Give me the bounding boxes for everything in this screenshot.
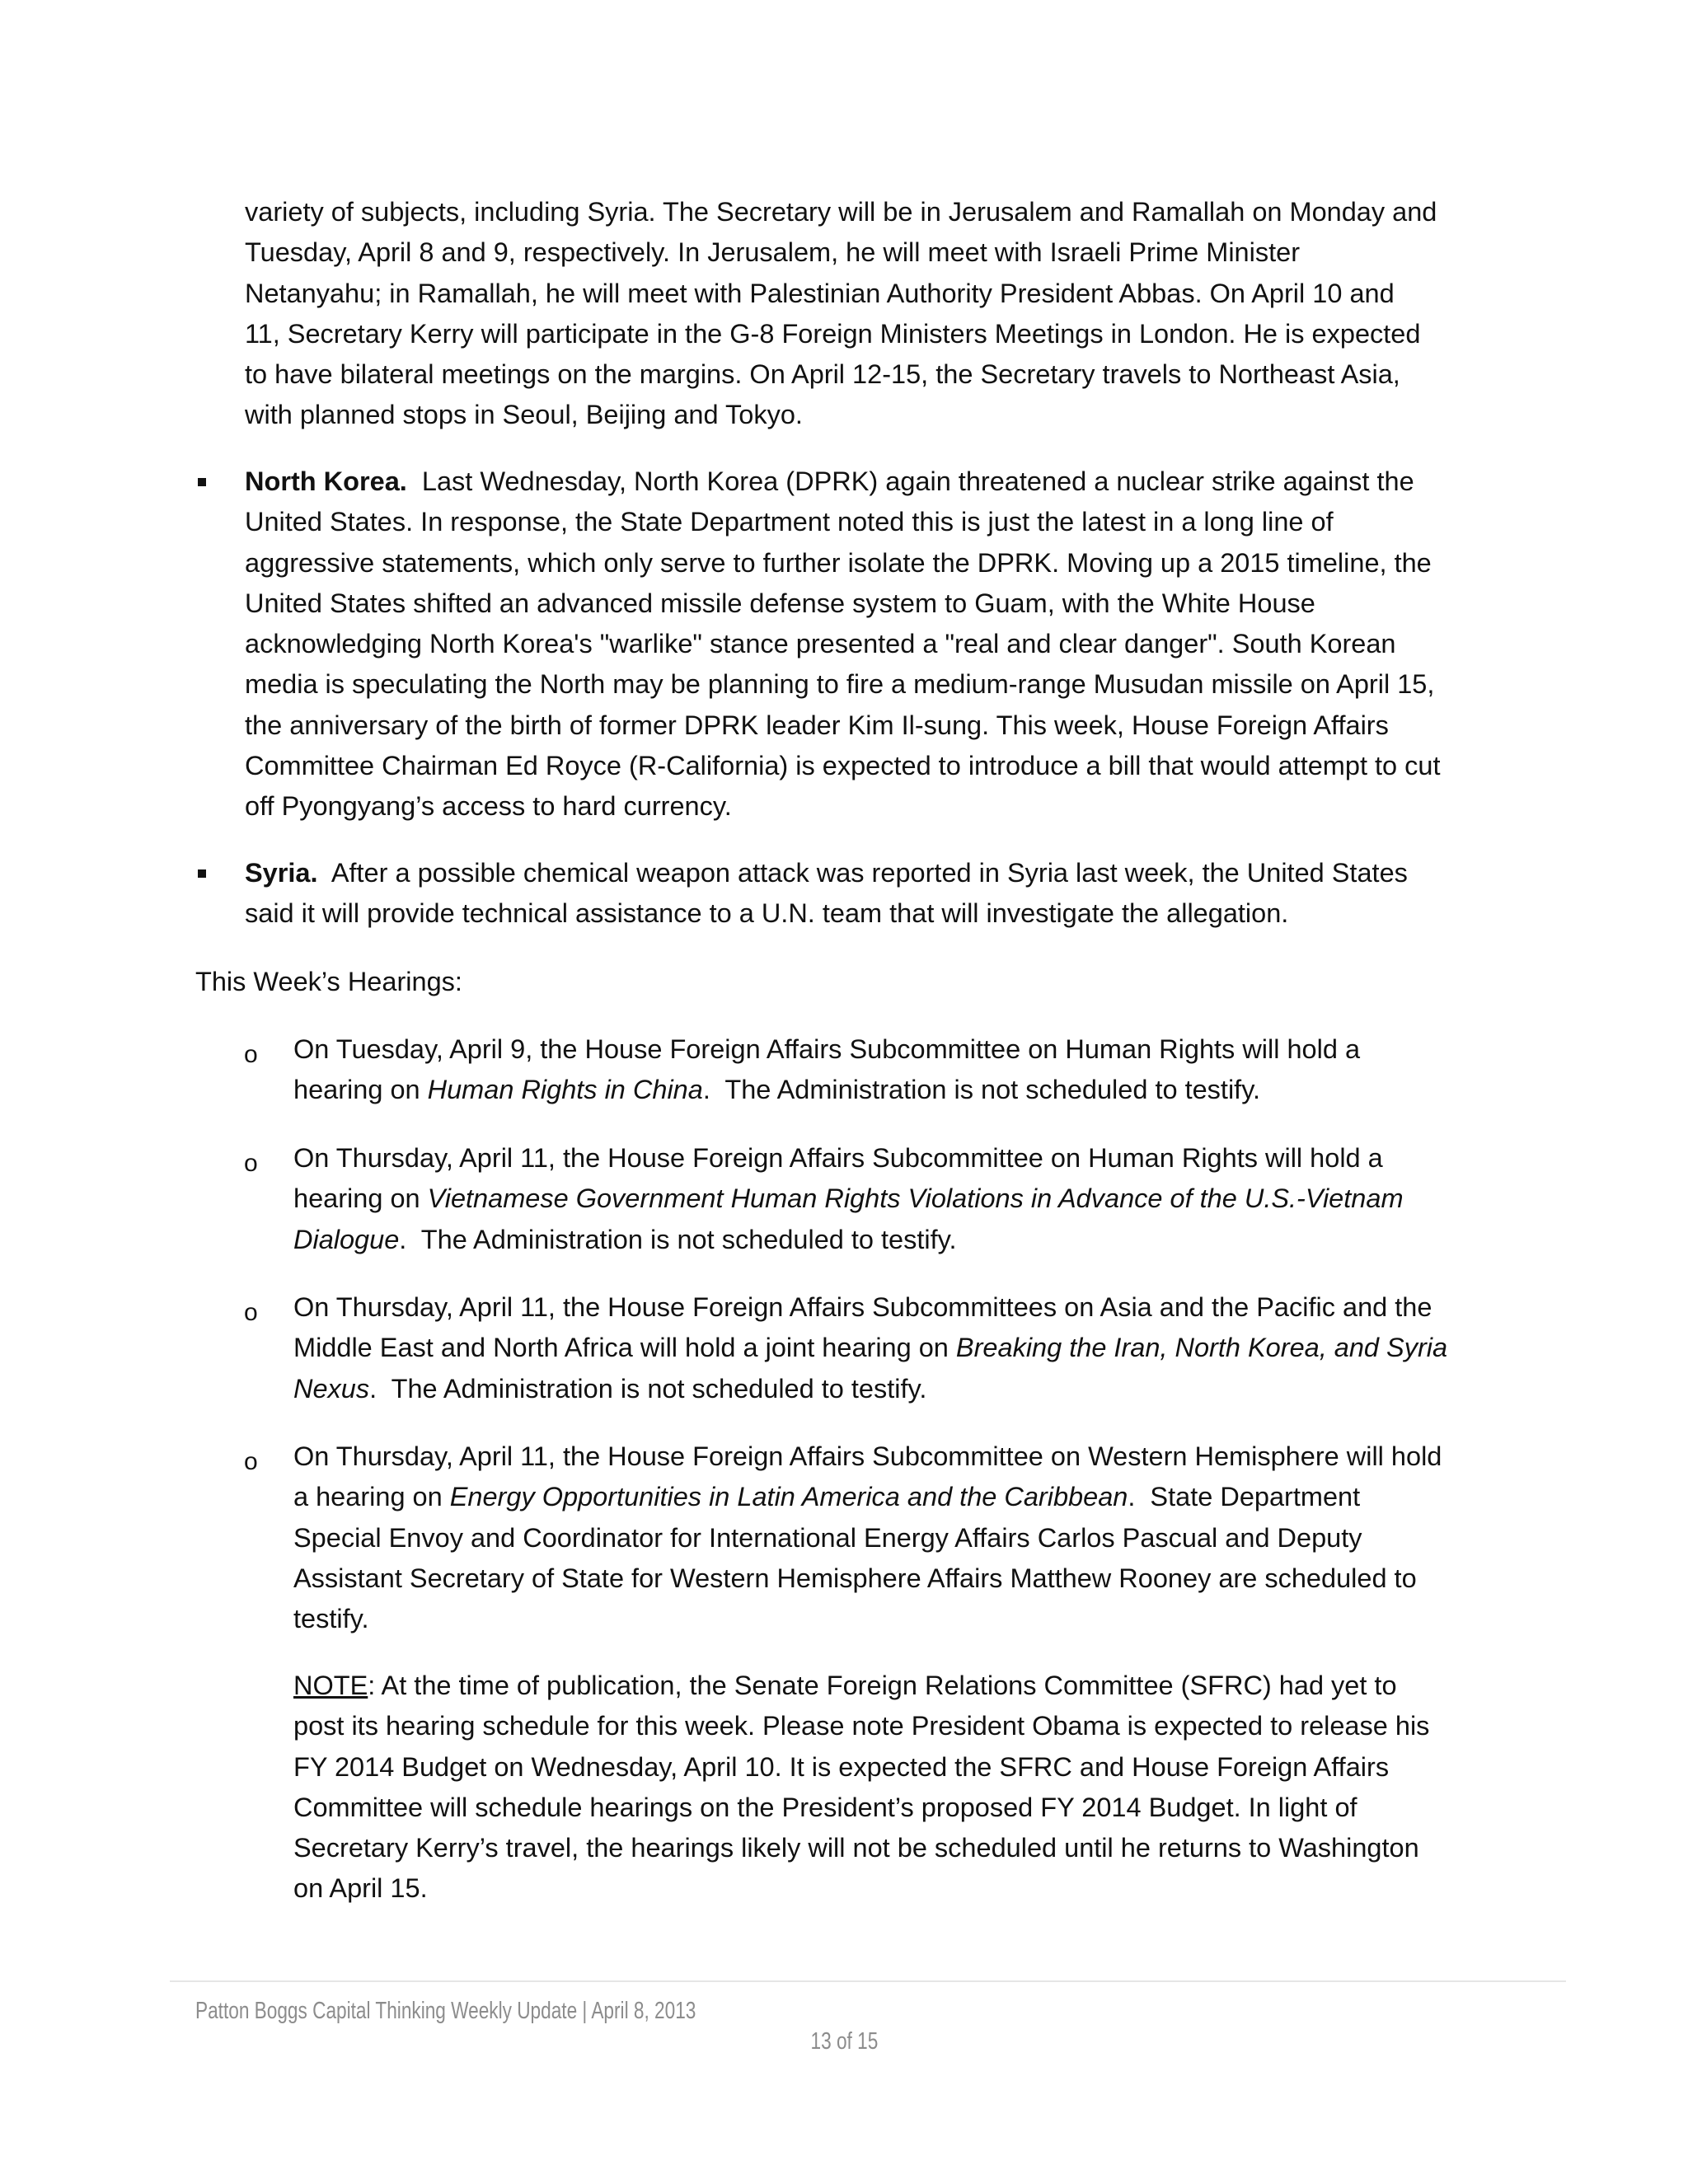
text-line: variety of subjects, including Syria. The Secretary will be in Jerusalem and Ramallah on Monday and (245, 197, 1437, 227)
text-line: United States shifted an advanced missile defense system to Guam, with the White House (245, 588, 1315, 618)
circle-bullet-icon: o (244, 1448, 258, 1475)
hearing-title: Nexus (293, 1373, 370, 1404)
square-bullet-icon (198, 869, 206, 878)
text-line: Secretary Kerry’s travel, the hearings likely will not be scheduled until he returns to Washington (293, 1833, 1419, 1863)
text-line: FY 2014 Budget on Wednesday, April 10. It is expected the SFRC and House Foreign Affairs (293, 1751, 1390, 1782)
text-line: acknowledging North Korea's "warlike" stance presented a "real and clear danger". South Korean (245, 629, 1396, 659)
intro-paragraph (245, 192, 1437, 436)
circle-bullet-icon: o (244, 1041, 258, 1068)
north-korea-paragraph (245, 462, 1441, 827)
text-line: North Korea. Last Wednesday, North Korea (DPRK) again threatened a nuclear strike against the (245, 466, 1414, 496)
hearing-title: Dialogue (293, 1224, 400, 1254)
text-line: 11, Secretary Kerry will participate in the G-8 Foreign Ministers Meetings in London. He is expected (245, 318, 1421, 349)
footer-publication: Patton Boggs Capital Thinking Weekly Update | April 8, 2013 (195, 1998, 696, 2024)
text-line: On Thursday, April 11, the House Foreign Affairs Subcommittee on Human Rights will hold a (293, 1143, 1383, 1173)
hearing-item-2 (293, 1138, 1404, 1260)
text-line: Netanyahu; in Ramallah, he will meet with Palestinian Authority President Abbas. On April 10 and (245, 278, 1395, 308)
hearings-heading: This Week’s Hearings: (195, 967, 462, 996)
text-line: On Thursday, April 11, the House Foreign Affairs Subcommittee on Western Hemisphere will hold (293, 1441, 1442, 1471)
note-paragraph (293, 1666, 1429, 1910)
text-line: Middle East and North Africa will hold a joint hearing on Breaking the Iran, North Korea, and Syria (293, 1333, 1448, 1363)
text-line: media is speculating the North may be planning to fire a medium-range Musudan missile on April 15, (245, 669, 1435, 700)
text-line: on April 15. (293, 1873, 428, 1904)
circle-bullet-icon: o (244, 1299, 258, 1326)
circle-bullet-icon: o (244, 1150, 258, 1177)
hearing-title: Vietnamese Government Human Rights Violations in Advance of the U.S.-Vietnam (427, 1183, 1404, 1214)
hearing-item-1 (293, 1029, 1360, 1111)
note-label: NOTE (293, 1671, 368, 1700)
hearing-title: Energy Opportunities in Latin America and the Caribbean (449, 1482, 1128, 1512)
text-line: hearing on Human Rights in China. The Administration is not scheduled to testify. (293, 1075, 1261, 1105)
square-bullet-icon (198, 478, 206, 486)
text-line: On Thursday, April 11, the House Foreign Affairs Subcommittees on Asia and the Pacific and the (293, 1292, 1432, 1322)
text-line: Tuesday, April 8 and 9, respectively. In Jerusalem, he will meet with Israeli Prime Minister (245, 237, 1301, 268)
text-line: a hearing on Energy Opportunities in Latin America and the Caribbean. State Department (293, 1482, 1361, 1512)
bullet-heading: Syria. (245, 858, 318, 888)
text-line: United States. In response, the State Department noted this is just the latest in a long line of (245, 507, 1334, 537)
text-line: On Tuesday, April 9, the House Foreign Affairs Subcommittee on Human Rights will hold a (293, 1034, 1361, 1064)
text-line: to have bilateral meetings on the margins. On April 12-15, the Secretary travels to Northeast Asia, (245, 359, 1400, 390)
text-line: Dialogue. The Administration is not scheduled to testify. (293, 1224, 957, 1254)
text-line: hearing on Vietnamese Government Human Rights Violations in Advance of the U.S.-Vietnam (293, 1183, 1404, 1214)
text-line: with planned stops in Seoul, Beijing and Tokyo. (245, 400, 803, 430)
text-line: NOTE: At the time of publication, the Senate Foreign Relations Committee (SFRC) had yet to (293, 1671, 1397, 1700)
hearing-item-4 (293, 1436, 1442, 1639)
text-line: testify. (293, 1604, 369, 1634)
text-line: Syria. After a possible chemical weapon attack was reported in Syria last week, the United States (245, 858, 1408, 888)
footer-page-number: 13 of 15 (810, 2028, 878, 2055)
hearing-title: Breaking the Iran, North Korea, and Syria (955, 1333, 1448, 1363)
text-line: Committee Chairman Ed Royce (R-California) is expected to introduce a bill that would attempt to cut (245, 751, 1441, 781)
text-line: the anniversary of the birth of former DPRK leader Kim Il-sung. This week, House Foreign Affairs (245, 710, 1389, 740)
text-line: off Pyongyang’s access to hard currency. (245, 791, 732, 822)
text-line: Committee will schedule hearings on the President’s proposed FY 2014 Budget. In light of (293, 1792, 1357, 1822)
text-line: said it will provide technical assistance to a U.N. team that will investigate the allegation. (245, 898, 1289, 929)
syria-paragraph (245, 853, 1408, 935)
bullet-heading: North Korea. (245, 466, 407, 496)
text-line: Assistant Secretary of State for Western Hemisphere Affairs Matthew Rooney are scheduled to (293, 1563, 1417, 1593)
text-line: Nexus. The Administration is not scheduled to testify. (293, 1373, 927, 1404)
text-line: aggressive statements, which only serve to further isolate the DPRK. Moving up a 2015 timeline, the (245, 547, 1432, 578)
hearing-item-3 (293, 1287, 1447, 1409)
text-line: post its hearing schedule for this week. Please note President Obama is expected to release his (293, 1711, 1430, 1741)
hearing-title: Human Rights in China (427, 1075, 703, 1105)
text-line: Special Envoy and Coordinator for International Energy Affairs Carlos Pascual and Deputy (293, 1522, 1362, 1553)
footer-divider (170, 1980, 1566, 1982)
